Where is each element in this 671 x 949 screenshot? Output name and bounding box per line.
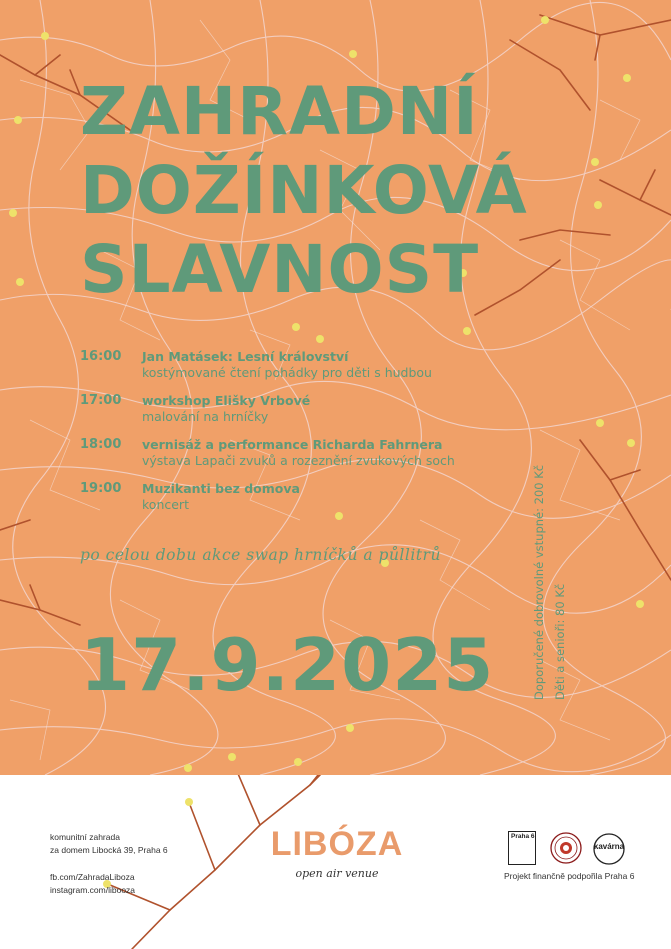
address-line-2: za domem Libocká 39, Praha 6 <box>50 845 168 855</box>
seal-icon <box>550 832 582 864</box>
instagram-link[interactable]: instagram.com/libooza <box>50 885 136 895</box>
fee-children-seniors: Děti a senioři: 80 Kč <box>553 583 567 700</box>
kavarna-icon <box>592 832 626 866</box>
kavarna-label: kavárna <box>593 842 625 851</box>
logo-tagline: open air venue <box>295 867 379 880</box>
event-date: 17.9.2025 <box>80 623 495 707</box>
title-line-3: SLAVNOST <box>80 231 480 308</box>
program-desc: kostýmované čtení pohádky pro děti s hudbou <box>142 365 432 380</box>
program-act: Muzikanti bez domova <box>142 481 300 496</box>
program-act: Jan Matásek: Lesní království <box>142 349 349 364</box>
program-item <box>80 392 550 425</box>
fee-recommended: Doporučené dobrovolné vstupné: 200 Kč <box>532 464 546 700</box>
swap-note: po celou dobu akce swap hrníčků a půllitrů <box>80 546 441 564</box>
address-line-1: komunitní zahrada <box>50 832 120 842</box>
address-block <box>50 831 168 857</box>
program-item <box>80 436 550 469</box>
program-item <box>80 480 550 513</box>
logo-name: LIBÓZA <box>270 825 404 863</box>
event-title <box>80 72 528 309</box>
program-desc: výstava Lapači zvuků a rozeznění zvukových soch <box>142 453 455 468</box>
program-item <box>80 348 550 381</box>
facebook-link[interactable]: fb.com/ZahradaLiboza <box>50 872 135 882</box>
title-line-2: DOŽÍNKOVÁ <box>80 152 528 229</box>
program-desc: malování na hrníčky <box>142 409 269 424</box>
program-act: workshop Elišky Vrbové <box>142 393 311 408</box>
program-time: 16:00 <box>80 349 122 364</box>
program-time: 18:00 <box>80 437 122 452</box>
title-line-1: ZAHRADNÍ <box>80 73 479 150</box>
funding-note: Projekt finančně podpořila Praha 6 <box>504 871 635 881</box>
program-desc: koncert <box>142 497 189 512</box>
liboza-logo <box>262 825 412 880</box>
footer <box>0 775 671 949</box>
social-links <box>50 871 135 897</box>
program-act: vernisáž a performance Richarda Fahrnera <box>142 437 443 452</box>
program-list <box>80 348 550 524</box>
praha6-logo-icon <box>508 831 536 865</box>
program-time: 19:00 <box>80 481 122 496</box>
program-time: 17:00 <box>80 393 122 408</box>
praha6-label: Praha 6 <box>511 833 535 840</box>
admission-fees <box>532 465 568 700</box>
